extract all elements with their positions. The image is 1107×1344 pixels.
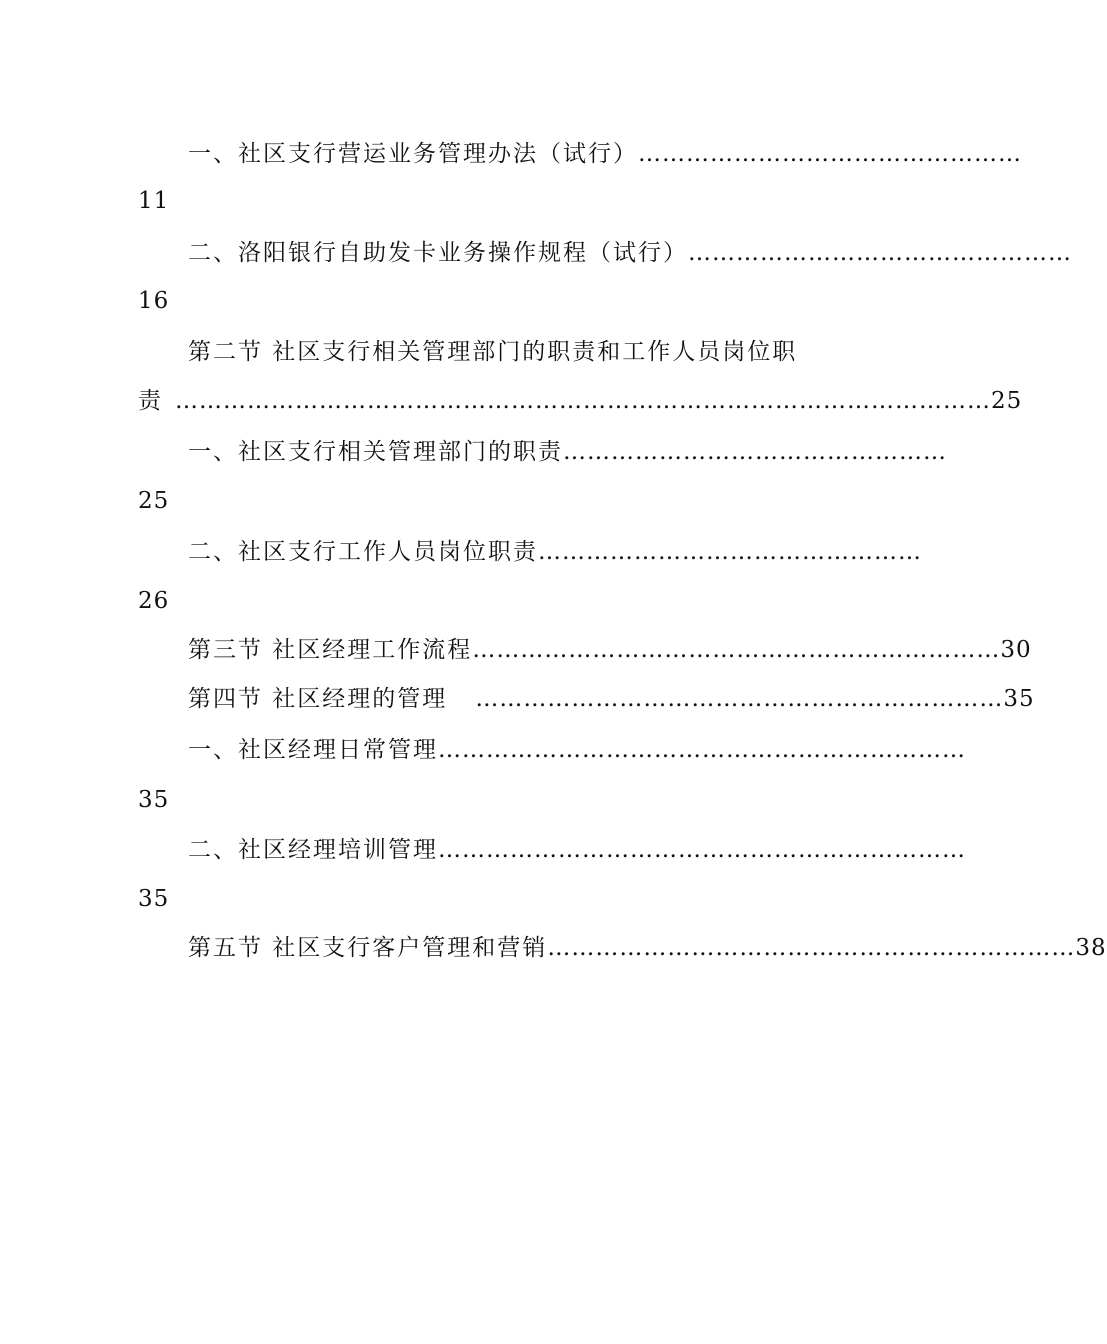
- toc-page-number: 38: [1075, 935, 1107, 961]
- toc-entry-title: 一、社区支行相关管理部门的职责: [188, 439, 563, 465]
- toc-entry-operations-measures[interactable]: [188, 139, 1022, 169]
- toc-entry-staff-duties[interactable]: [188, 537, 922, 567]
- toc-entry-title-continued: 责: [138, 388, 163, 414]
- toc-page-number: 35: [138, 787, 170, 813]
- toc-leader-dots: …………………………………………………………: [472, 637, 1001, 663]
- toc-leader-dots: …………………………………………: [688, 240, 1072, 266]
- toc-entry-department-duties[interactable]: [188, 437, 947, 467]
- toc-leader-dots: …………………………………………………………………………………………: [175, 388, 991, 414]
- toc-section-5[interactable]: [188, 933, 1107, 963]
- toc-page-number: 25: [138, 488, 170, 514]
- toc-entry-card-issuance-rules[interactable]: [188, 238, 1072, 268]
- toc-section-3[interactable]: [188, 635, 1032, 665]
- toc-entry-daily-management[interactable]: [188, 735, 966, 765]
- toc-section-2-continuation[interactable]: [138, 386, 1023, 416]
- toc-leader-dots: …………………………………………………………: [547, 935, 1076, 961]
- toc-leader-dots: …………………………………………………………: [475, 686, 1004, 712]
- toc-page-number: 11: [138, 188, 170, 214]
- toc-entry-title: 二、洛阳银行自助发卡业务操作规程（试行）: [188, 240, 688, 266]
- toc-page-number: 35: [1003, 686, 1035, 712]
- toc-page-number: 25: [991, 388, 1023, 414]
- toc-entry-training-management[interactable]: [188, 835, 966, 865]
- toc-page-number: 30: [1000, 637, 1032, 663]
- toc-section-2-title[interactable]: 第二节 社区支行相关管理部门的职责和工作人员岗位职: [188, 339, 798, 365]
- toc-leader-dots: …………………………………………: [563, 439, 947, 465]
- toc-leader-dots: …………………………………………………………: [438, 737, 966, 763]
- toc-section-4[interactable]: [188, 684, 1035, 714]
- toc-page-number: 26: [138, 588, 170, 614]
- toc-entry-title: 一、社区经理日常管理: [188, 737, 438, 763]
- toc-entry-title: 第三节 社区经理工作流程: [188, 637, 473, 663]
- toc-entry-title: 二、社区经理培训管理: [188, 837, 438, 863]
- toc-leader-dots: …………………………………………: [638, 141, 1022, 167]
- toc-entry-title: 一、社区支行营运业务管理办法（试行）: [188, 141, 638, 167]
- toc-leader-dots: …………………………………………………………: [438, 837, 966, 863]
- toc-entry-title: 第四节 社区经理的管理: [188, 686, 448, 712]
- toc-entry-title: 第五节 社区支行客户管理和营销: [188, 935, 548, 961]
- toc-page-number: 16: [138, 288, 170, 314]
- toc-page-number: 35: [138, 886, 170, 912]
- toc-leader-dots: …………………………………………: [538, 539, 922, 565]
- toc-entry-title: 二、社区支行工作人员岗位职责: [188, 539, 538, 565]
